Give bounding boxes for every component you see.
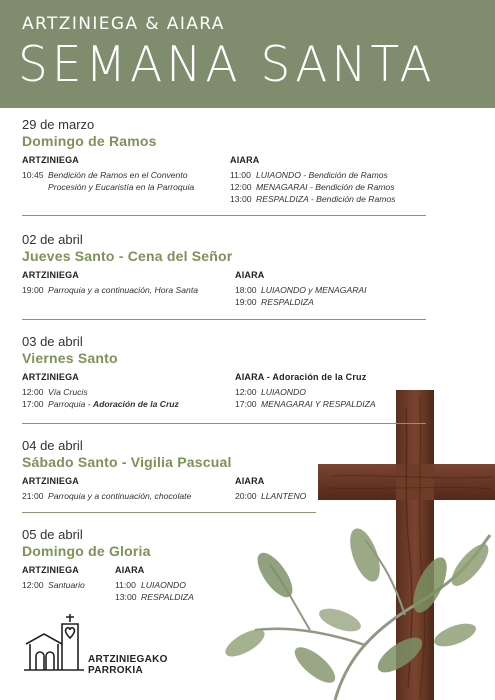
- schedule-desc: Procesión y Eucaristía en la Parroquia: [48, 182, 195, 192]
- schedule-time: 21:00: [22, 491, 44, 501]
- schedule-time: 13:00: [230, 194, 252, 204]
- day-section-1: [22, 117, 427, 217]
- header-banner: [0, 0, 495, 108]
- artziniega-column: [22, 565, 85, 591]
- aiara-column: [235, 476, 306, 502]
- schedule-row: [235, 296, 367, 308]
- schedule-time: 20:00: [235, 491, 257, 501]
- schedule-desc: LUIAONDO y MENAGARAI: [261, 285, 367, 295]
- location-label: ARTZINIEGA: [22, 155, 79, 165]
- schedule-row: [230, 181, 395, 193]
- church-logo-icon: [24, 612, 84, 672]
- schedule-row: [22, 398, 179, 410]
- day-section-4: [22, 438, 427, 513]
- day-date: 29 de marzo: [22, 117, 95, 132]
- schedule-row: [235, 490, 306, 502]
- schedule-desc: Bendición de Ramos en el Convento: [48, 170, 188, 180]
- aiara-column: [235, 270, 367, 308]
- day-section-2: [22, 232, 427, 312]
- parish-logo-text: [88, 654, 168, 676]
- location-label: ARTZINIEGA: [22, 476, 79, 486]
- artziniega-column: [22, 155, 194, 193]
- logo-line-2: PARROKIA: [88, 665, 143, 676]
- day-section-3: [22, 334, 427, 414]
- schedule-time: [22, 181, 48, 193]
- schedule-row: [22, 181, 194, 193]
- schedule-row: [22, 169, 194, 181]
- aiara-column: [235, 372, 376, 410]
- schedule-time: 12:00: [22, 580, 44, 590]
- schedule-desc: Parroquia y a continuación, Hora Santa: [48, 285, 199, 295]
- day-event: Sábado Santo - Vigilia Pascual: [22, 454, 232, 470]
- schedule-desc: [48, 398, 179, 410]
- day-section-5: [22, 527, 322, 612]
- schedule-time: 12:00: [230, 182, 252, 192]
- schedule-desc: LUIAONDO: [141, 580, 186, 590]
- section-divider: [22, 215, 426, 216]
- day-event: Domingo de Ramos: [22, 133, 157, 149]
- schedule-time: 19:00: [22, 285, 44, 295]
- schedule-row: [22, 490, 191, 502]
- schedule-desc: LUIAONDO - Bendición de Ramos: [256, 170, 388, 180]
- location-label: ARTZINIEGA: [22, 270, 79, 280]
- header-subtitle: ARTZINIEGA & AIARA: [22, 14, 225, 34]
- day-date: 05 de abril: [22, 527, 83, 542]
- schedule-row: [230, 193, 395, 205]
- schedule-row: [22, 284, 198, 296]
- location-label: AIARA - Adoración de la Cruz: [235, 372, 367, 382]
- schedule-row: [115, 591, 194, 603]
- schedule-desc: RESPALDIZA - Bendición de Ramos: [256, 194, 396, 204]
- location-label: ARTZINIEGA: [22, 372, 79, 382]
- schedule-row: [235, 386, 376, 398]
- schedule-row: [22, 386, 179, 398]
- location-label: ARTZINIEGA: [22, 565, 79, 575]
- schedule-time: 17:00: [22, 399, 44, 409]
- day-date: 04 de abril: [22, 438, 83, 453]
- day-event: Viernes Santo: [22, 350, 118, 366]
- section-divider: [22, 423, 426, 424]
- schedule-desc: RESPALDIZA: [261, 297, 314, 307]
- schedule-row: [235, 398, 376, 410]
- schedule-time: 19:00: [235, 297, 257, 307]
- schedule-time: 12:00: [235, 387, 257, 397]
- schedule-time: 12:00: [22, 387, 44, 397]
- schedule-time: 18:00: [235, 285, 257, 295]
- logo-line-1: ARTZINIEGAKO: [88, 654, 168, 665]
- schedule-desc: MENAGARAI Y RESPALDIZA: [261, 399, 376, 409]
- location-label: AIARA: [235, 270, 265, 280]
- artziniega-column: [22, 372, 179, 410]
- schedule-desc: LLANTENO: [261, 491, 307, 501]
- header-title: SEMANA SANTA: [18, 36, 436, 94]
- schedule-desc: LUIAONDO: [261, 387, 306, 397]
- schedule-desc: RESPALDIZA: [141, 592, 194, 602]
- schedule-desc: Vía Crucis: [48, 387, 88, 397]
- day-date: 03 de abril: [22, 334, 83, 349]
- schedule-row: [230, 169, 395, 181]
- day-date: 02 de abril: [22, 232, 83, 247]
- schedule-desc-strong: Adoración de la Cruz: [92, 399, 179, 409]
- schedule-time: 11:00: [230, 170, 251, 180]
- location-label: AIARA: [235, 476, 265, 486]
- section-divider: [22, 319, 426, 320]
- schedule-desc: Santuario: [48, 580, 85, 590]
- schedule-row: [115, 579, 194, 591]
- schedule-time: 10:45: [22, 170, 44, 180]
- schedule-time: 11:00: [115, 580, 136, 590]
- artziniega-column: [22, 476, 191, 502]
- schedule-desc: MENAGARAI - Bendición de Ramos: [256, 182, 395, 192]
- schedule-time: 17:00: [235, 399, 257, 409]
- schedule-desc: Parroquia y a continuación, chocolate: [48, 491, 192, 501]
- schedule-row: [235, 284, 367, 296]
- aiara-column: [230, 155, 395, 205]
- location-label: AIARA: [115, 565, 145, 575]
- location-label: AIARA: [230, 155, 260, 165]
- schedule-time: 13:00: [115, 592, 137, 602]
- schedule-row: [22, 579, 85, 591]
- schedule-desc-prefix: Parroquia -: [48, 399, 93, 409]
- section-divider: [22, 512, 316, 513]
- aiara-column: [115, 565, 194, 603]
- artziniega-column: [22, 270, 198, 296]
- day-event: Jueves Santo - Cena del Señor: [22, 248, 233, 264]
- day-event: Domingo de Gloria: [22, 543, 151, 559]
